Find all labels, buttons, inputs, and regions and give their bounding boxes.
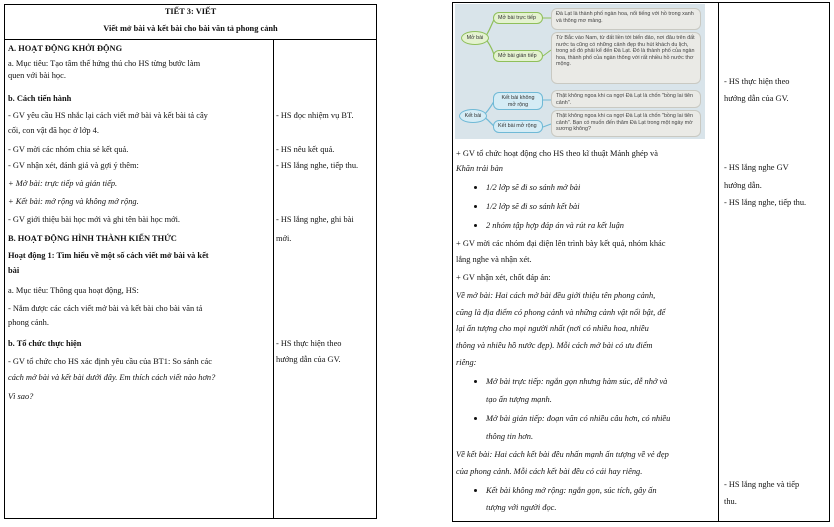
bullet-icon (474, 489, 477, 492)
left-line: quen với bài học. (8, 71, 66, 80)
right-line: Về kết bài: Hai cách kết bài đều nhấn mạnh ấn tượng về vẻ đẹp (456, 450, 669, 459)
right-line: 1/2 lớp sẽ đi so sánh kết bài (486, 202, 580, 211)
left-line: - Nắm được các cách viết mở bài và kết bài cho bài văn tả (8, 304, 203, 313)
bullet-icon (474, 380, 477, 383)
left-line: A. HOẠT ĐỘNG KHỞI ĐỘNG (8, 44, 123, 53)
left-line: a. Mục tiêu: Thông qua hoạt động, HS: (8, 286, 139, 295)
left-student-line: mới. (276, 234, 292, 243)
left-student-line: hướng dẫn của GV. (276, 355, 341, 364)
left-student-line: - HS thực hiện theo (276, 339, 342, 348)
right-student-line: hướng dẫn. (724, 181, 762, 190)
left-line: a. Mục tiêu: Tạo tâm thế hứng thú cho HS từng bước làm (8, 59, 201, 68)
left-line: Hoạt động 1: Tìm hiểu về một số cách viết mở bài và kết (8, 251, 209, 260)
right-student-line: - HS lắng nghe GV (724, 163, 789, 172)
right-line: riêng: (456, 358, 477, 367)
right-student-line: - HS lắng nghe và tiếp (724, 480, 800, 489)
bullet-icon (474, 205, 477, 208)
left-student-line: - HS đọc nhiệm vụ BT. (276, 111, 354, 120)
left-line: cối, con vật đã học ở lớp 4. (8, 126, 99, 135)
closed-ending-text: Thật không ngoa khi ca ngợi Đà Lạt là chốn "bồng lai tiên cảnh". (551, 90, 701, 108)
right-line: Mở bài trực tiếp: ngắn gọn nhưng hàm súc, dễ nhớ và (486, 377, 668, 386)
bullet-icon (474, 186, 477, 189)
left-page (0, 0, 380, 527)
right-line: + GV tổ chức hoạt động cho HS theo kĩ thuật Mảnh ghép và (456, 149, 658, 158)
indirect-opening-text: Từ Bắc vào Nam, từ đất liền tới biển đảo, nơi đâu trên đất nước ta cũng có những cảnh đẹp thu hút khách du lịch, trong số đó phải kể đến Đà Lạt. Đó là thành phố của ngàn hoa, thành phố của ngàn thông với rất nhiều hồ nước thơ mộng. (551, 32, 701, 84)
left-line: Vì sao? (8, 392, 34, 401)
indirect-opening-label: Mở bài gián tiếp (493, 50, 543, 62)
direct-opening-text: Đà Lạt là thành phố ngàn hoa, nổi tiếng với hồ trong xanh và thông mơ màng. (551, 8, 701, 30)
right-line: 1/2 lớp sẽ đi so sánh mở bài (486, 183, 581, 192)
ket-bai-root: Kết bài (459, 109, 487, 123)
right-line: 2 nhóm tập hợp đáp án và rút ra kết luận (486, 221, 624, 230)
right-student-line: hướng dẫn của GV. (724, 94, 789, 103)
right-line: lắng nghe và nhận xét. (456, 255, 532, 264)
lesson-subtitle: Viết mở bài và kết bài cho bài văn tả phong cảnh (103, 24, 278, 33)
right-line: thông tin hơn. (486, 432, 534, 441)
direct-opening-label: Mở bài trực tiếp (493, 12, 543, 24)
left-student-line: - HS nêu kết quả. (276, 145, 335, 154)
mo-bai-root: Mở bài (461, 31, 489, 45)
right-line: Mở bài gián tiếp: đoạn văn có nhiều câu hơn, có nhiều (486, 414, 671, 423)
right-student-line: thu. (724, 497, 737, 506)
right-line: của phong cảnh. Mỗi cách kết bài đều có cái hay riêng. (456, 467, 643, 476)
right-line: Về mở bài: Hai cách mở bài đều giới thiệu tên phong cảnh, (456, 291, 656, 300)
left-line: + Mở bài: trực tiếp và gián tiếp. (8, 179, 118, 188)
left-line: - GV mời các nhóm chia sẻ kết quả. (8, 145, 129, 154)
right-line: + GV nhận xét, chốt đáp án: (456, 273, 551, 282)
right-student-line: - HS lắng nghe, tiếp thu. (724, 198, 807, 207)
right-line: Kết bài không mở rộng: ngắn gọn, súc tích, gây ấn (486, 486, 657, 495)
left-line: - GV nhận xét, đánh giá và gợi ý thêm: (8, 161, 139, 170)
open-ending-text: Thật không ngoa khi ca ngợi Đà Lạt là chốn "bồng lai tiên cảnh". Bạn có muốn đến thăm Đà Lạt trong một ngày mờ sương không? (551, 110, 701, 137)
right-line: lại ấn tượng cho mọi người nhất (nơi có nhiều hoa, nhiều (456, 324, 649, 333)
right-line: + GV mời các nhóm đại diện lên trình bày kết quả, nhóm khác (456, 239, 666, 248)
left-line: + Kết bài: mở rộng và không mở rộng. (8, 197, 139, 206)
left-line: cách mở bài và kết bài dưới đây. Em thích cách viết nào hơn? (8, 373, 216, 382)
closed-ending-label: Kết bài không mở rộng (493, 92, 543, 110)
left-line: b. Tổ chức thực hiện (8, 339, 82, 348)
right-line: cũng là địa điểm có phong cảnh và những cảnh vật nổi bật, để (456, 308, 666, 317)
right-line: tạo ấn tượng mạnh. (486, 395, 552, 404)
left-line: b. Cách tiến hành (8, 94, 72, 103)
left-line: bài (8, 266, 20, 275)
left-line: - GV tổ chức cho HS xác định yêu cầu của BT1: So sánh các (8, 357, 212, 366)
right-line: tượng với người đọc. (486, 503, 557, 512)
right-line: Khăn trải bàn (456, 164, 503, 173)
left-line: phong cảnh. (8, 318, 49, 327)
bullet-icon (474, 224, 477, 227)
left-student-line: - HS lắng nghe, ghi bài (276, 215, 354, 224)
right-student-line: - HS thực hiện theo (724, 77, 790, 86)
mind-map-diagram (455, 4, 705, 139)
left-line: - GV giới thiệu bài học mới và ghi tên bài học mới. (8, 215, 180, 224)
right-line: thông và nhiều hồ nước đẹp). Mỗi cách mở bài có ưu điểm (456, 341, 653, 350)
open-ending-label: Kết bài mở rộng (493, 120, 543, 133)
left-student-line: - HS lắng nghe, tiếp thu. (276, 161, 359, 170)
left-line: - GV yêu cầu HS nhắc lại cách viết mở bài và kết bài tả cây (8, 111, 208, 120)
bullet-icon (474, 417, 477, 420)
left-line: B. HOẠT ĐỘNG HÌNH THÀNH KIẾN THỨC (8, 234, 177, 243)
lesson-title: TIẾT 3: VIẾT (164, 7, 217, 16)
